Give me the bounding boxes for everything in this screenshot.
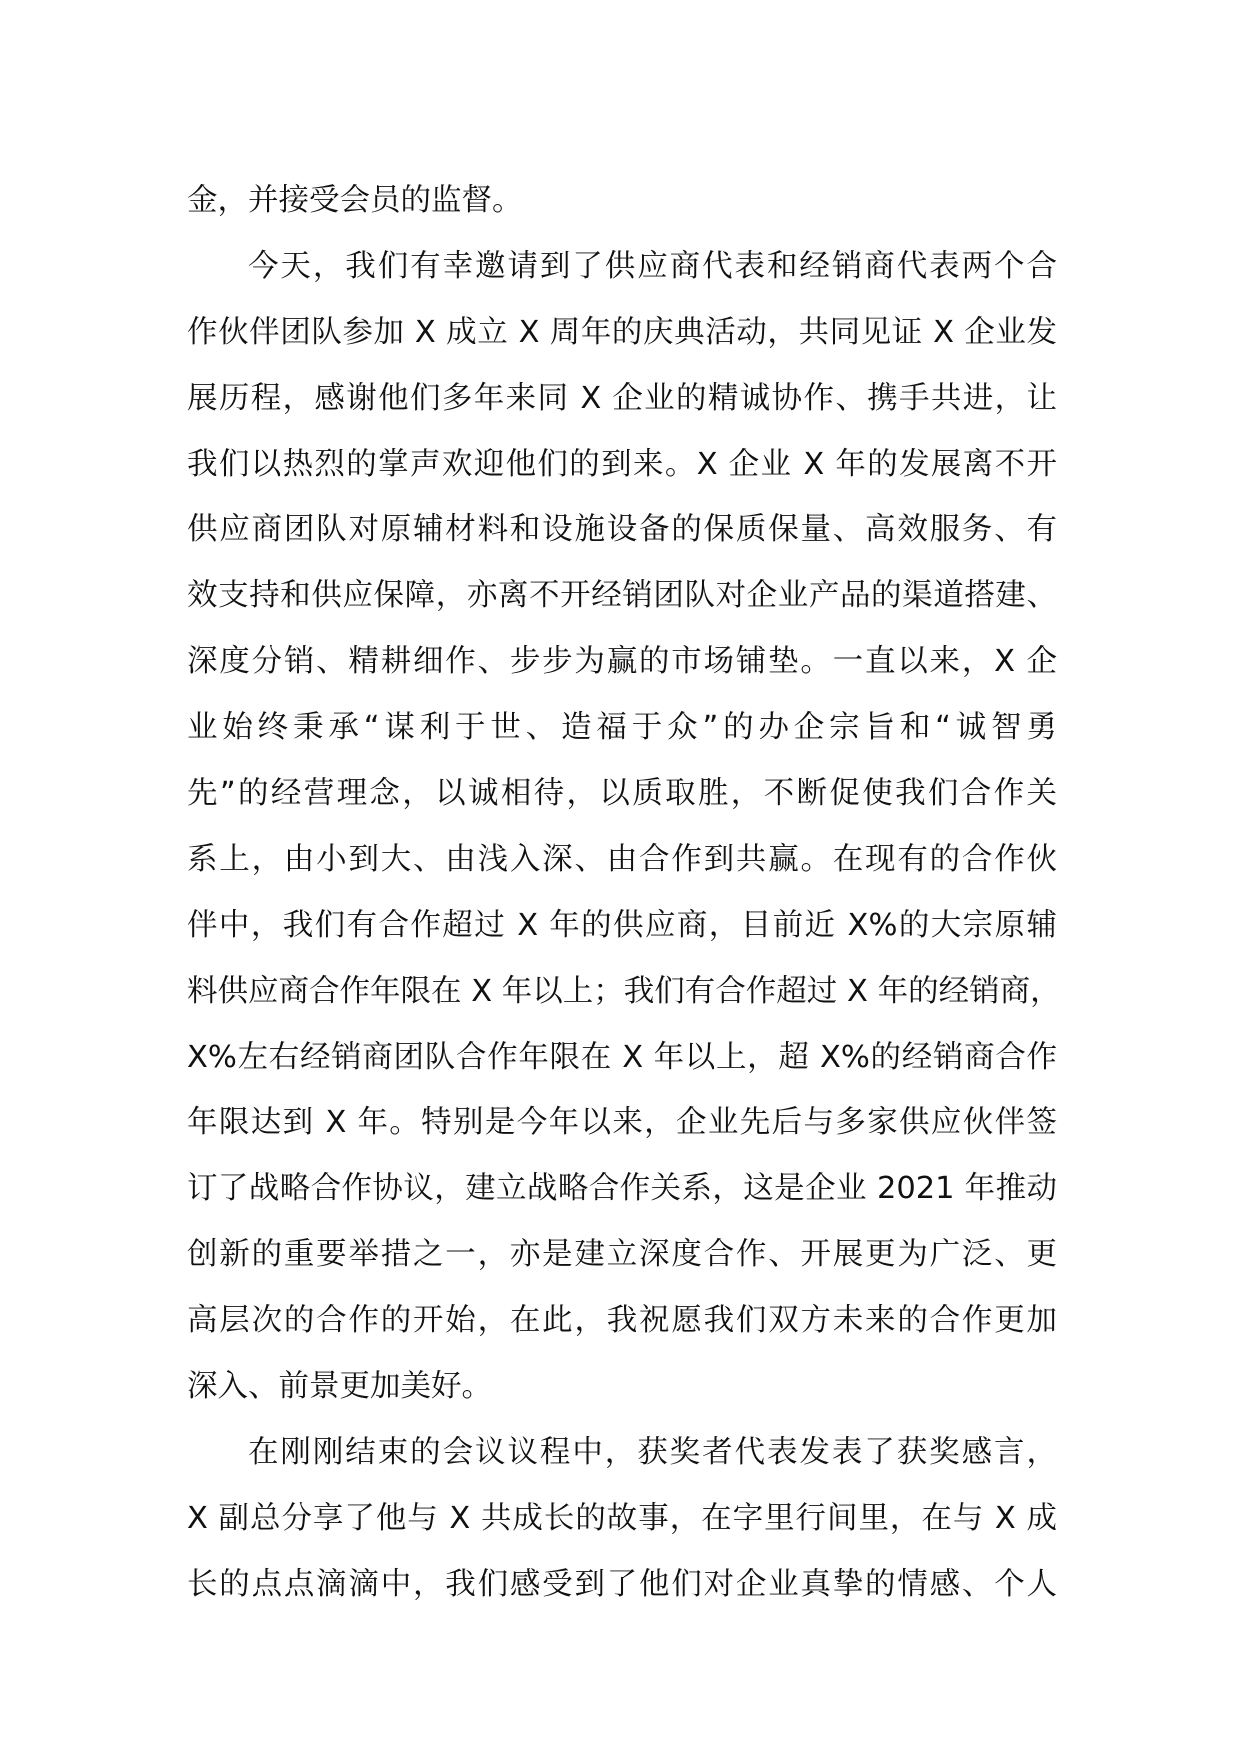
text-line: 今天，我们有幸邀请到了供应商代表和经销商代表两个合 xyxy=(248,248,1057,284)
text-line: 供应商团队对原辅材料和设施设备的保质保量、高效服务、有 xyxy=(187,512,1057,548)
text-line: 作伙伴团队参加 X 成立 X 周年的庆典活动，共同见证 X 企业发 xyxy=(187,314,1057,350)
text-line: 伴中，我们有合作超过 X 年的供应商，目前近 X%的大宗原辅 xyxy=(187,907,1057,943)
text-line: 高层次的合作的开始，在此，我祝愿我们双方未来的合作更加 xyxy=(187,1303,1057,1339)
text-line: 展历程，感谢他们多年来同 X 企业的精诚协作、携手共进，让 xyxy=(187,380,1057,416)
text-line: 业始终秉承“谋利于世、造福于众”的办企宗旨和“诚智勇 xyxy=(187,710,1057,746)
text-line: 在刚刚结束的会议议程中，获奖者代表发表了获奖感言， xyxy=(248,1434,1057,1470)
text-line: 效支持和供应保障，亦离不开经销团队对企业产品的渠道搭建、 xyxy=(187,578,1057,614)
text-line: 长的点点滴滴中，我们感受到了他们对企业真挚的情感、个人 xyxy=(187,1566,1057,1602)
text-line: 料供应商合作年限在 X 年以上；我们有合作超过 X 年的经销商， xyxy=(187,973,1061,1009)
text-line: 先”的经营理念，以诚相待，以质取胜，不断促使我们合作关 xyxy=(187,776,1057,812)
text-line: 系上，由小到大、由浅入深、由合作到共赢。在现有的合作伙 xyxy=(187,841,1057,877)
text-line: X%左右经销商团队合作年限在 X 年以上，超 X%的经销商合作 xyxy=(187,1039,1057,1075)
text-line: 深入、前景更加美好。 xyxy=(187,1369,492,1405)
document-body xyxy=(187,168,1061,1618)
text-line: 订了战略合作协议，建立战略合作关系，这是企业 2021 年推动 xyxy=(187,1171,1057,1207)
text-line: 年限达到 X 年。特别是今年以来，企业先后与多家供应伙伴签 xyxy=(187,1105,1057,1141)
text-line: 创新的重要举措之一，亦是建立深度合作、开展更为广泛、更 xyxy=(187,1237,1057,1273)
text-line: X 副总分享了他与 X 共成长的故事，在字里行间里，在与 X 成 xyxy=(187,1500,1057,1536)
text-line: 深度分销、精耕细作、步步为赢的市场铺垫。一直以来，X 企 xyxy=(187,644,1057,680)
text-line: 金，并接受会员的监督。 xyxy=(187,183,523,218)
text-line: 我们以热烈的掌声欢迎他们的到来。X 企业 X 年的发展离不开 xyxy=(187,446,1057,482)
